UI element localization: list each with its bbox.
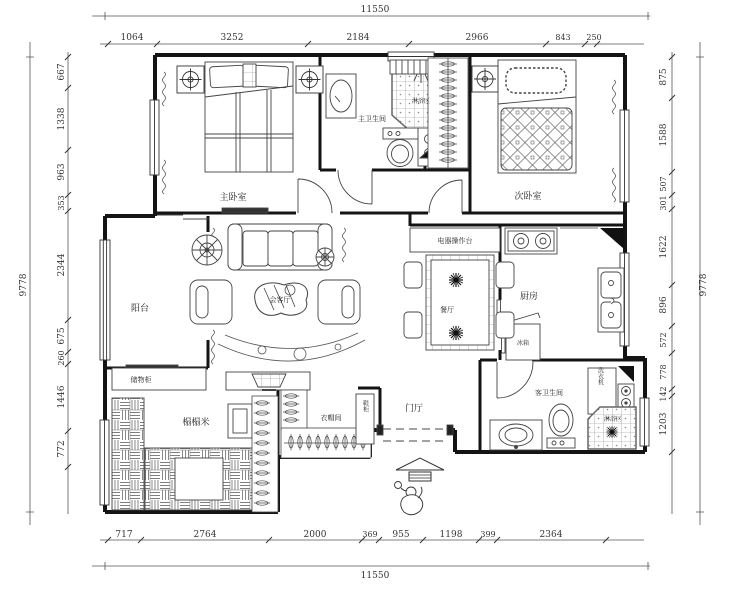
room-label-master-shower: 淋浴区	[411, 98, 431, 105]
sofa	[228, 224, 332, 270]
dim-bot-0: 717	[115, 530, 133, 540]
window-tatami	[100, 420, 109, 505]
window-balcony	[100, 240, 110, 360]
dim-left-6: 260	[57, 350, 66, 366]
dim-left-total: 9778	[19, 273, 29, 297]
dim-bot-1: 2764	[193, 530, 217, 540]
room-label-master-bath: 主卫生间	[358, 115, 386, 123]
toilet-guest	[547, 404, 575, 448]
room-label-guest-shower: 淋浴区	[603, 416, 623, 423]
dim-right-0: 875	[659, 68, 669, 86]
armchair-right	[318, 280, 360, 324]
dim-top-1: 3252	[220, 33, 244, 43]
sink-guest	[490, 420, 542, 450]
dim-bot-7: 2364	[539, 530, 563, 540]
dim-left-0: 667	[57, 63, 67, 81]
dim-right-6: 572	[659, 332, 668, 348]
plant-small	[316, 248, 334, 266]
tatami-desk	[228, 404, 252, 438]
entry-door-jamb-right	[447, 425, 453, 435]
dim-bot-2: 2000	[303, 530, 327, 540]
dim-right-9: 1203	[659, 412, 669, 436]
dim-right-3: 301	[659, 195, 668, 211]
entry-arrow	[396, 458, 444, 481]
dim-left-5: 675	[57, 327, 67, 345]
dim-top-4: 843	[555, 33, 571, 42]
door-second-bedroom	[429, 180, 462, 213]
tatami-wardrobe	[252, 396, 278, 512]
dim-bot-5: 1198	[439, 530, 463, 540]
window-second-bedroom	[620, 110, 629, 202]
door-guest-bath	[497, 362, 533, 398]
dim-left-1: 1338	[57, 107, 67, 131]
window-master-bedroom	[150, 100, 159, 175]
dim-right-2: 507	[659, 176, 668, 192]
person-figure	[395, 482, 423, 515]
room-label-entry-hall: 门厅	[404, 404, 424, 414]
window-guest-bath	[640, 398, 649, 446]
dim-top-2: 2184	[346, 33, 370, 43]
storage-cabinet	[112, 368, 206, 390]
threshold-master	[222, 208, 268, 213]
flower-icon	[449, 326, 463, 340]
dim-bot-4: 955	[392, 530, 410, 540]
dim-right-1: 1588	[659, 123, 669, 147]
room-label-guest-bath: 客卫生间	[535, 389, 563, 397]
room-label-storage: 储物柜	[130, 376, 152, 384]
kitchen-corner-unit	[600, 228, 624, 249]
room-label-balcony: 阳台	[130, 304, 150, 314]
room-label-dining-room: 餐厅	[440, 306, 454, 314]
kitchen-sink	[598, 268, 624, 332]
room-label-tatami: 榻榻米	[182, 418, 210, 428]
flower-icon	[606, 426, 617, 437]
dim-top-5: 250	[586, 33, 602, 42]
dim-right-8: 142	[659, 386, 668, 402]
sliding-door-balcony	[157, 215, 209, 219]
toilet-master	[383, 128, 419, 167]
dim-left-4: 2344	[57, 253, 67, 277]
flower-icon	[449, 273, 463, 287]
dim-left-3: 353	[57, 195, 66, 211]
second-bed	[498, 60, 576, 173]
armchair-left	[190, 280, 232, 324]
master-closet-rack	[428, 58, 468, 168]
dim-left-8: 772	[57, 440, 67, 458]
cooktop	[505, 228, 598, 254]
entry-door-jamb-left	[377, 425, 383, 435]
door-master-bath	[338, 170, 372, 204]
tv-stand	[226, 372, 310, 390]
dim-right-total: 9778	[699, 273, 709, 297]
dim-top-0: 1064	[120, 33, 144, 43]
dim-bottom-total: 11550	[360, 571, 390, 581]
room-label-second-bedroom: 次卧室	[514, 192, 542, 202]
dim-top-total: 11550	[360, 5, 390, 15]
dim-right-7: 778	[659, 364, 668, 380]
door-master-bedroom	[298, 179, 332, 213]
dim-left-2: 963	[57, 163, 67, 181]
master-bed	[205, 62, 293, 172]
room-label-master-bedroom: 主卧室	[219, 193, 247, 203]
dim-right-5: 896	[659, 296, 669, 314]
dim-right-4: 1622	[659, 235, 669, 259]
dim-bot-3: 369	[362, 530, 378, 539]
radiator	[390, 60, 432, 74]
entry-door-dashed	[383, 429, 448, 441]
dim-left-7: 1446	[57, 385, 67, 409]
room-label-appliance-counter: 电器操作台	[437, 237, 473, 245]
mirror-cabinet	[326, 74, 356, 118]
plant-large	[192, 235, 222, 265]
room-label-kitchen: 厨房	[519, 292, 539, 302]
room-label-fridge: 冰箱	[516, 340, 530, 347]
room-label-living-room: 会客厅	[269, 296, 291, 304]
dim-bot-6: 399	[480, 530, 496, 539]
room-label-cloakroom: 衣帽间	[320, 414, 342, 422]
room-label-washing-machine: 洗衣机	[596, 367, 604, 385]
room-label-shoe-cabinet: 鞋柜	[361, 400, 369, 412]
dim-top-3: 2966	[465, 33, 489, 43]
